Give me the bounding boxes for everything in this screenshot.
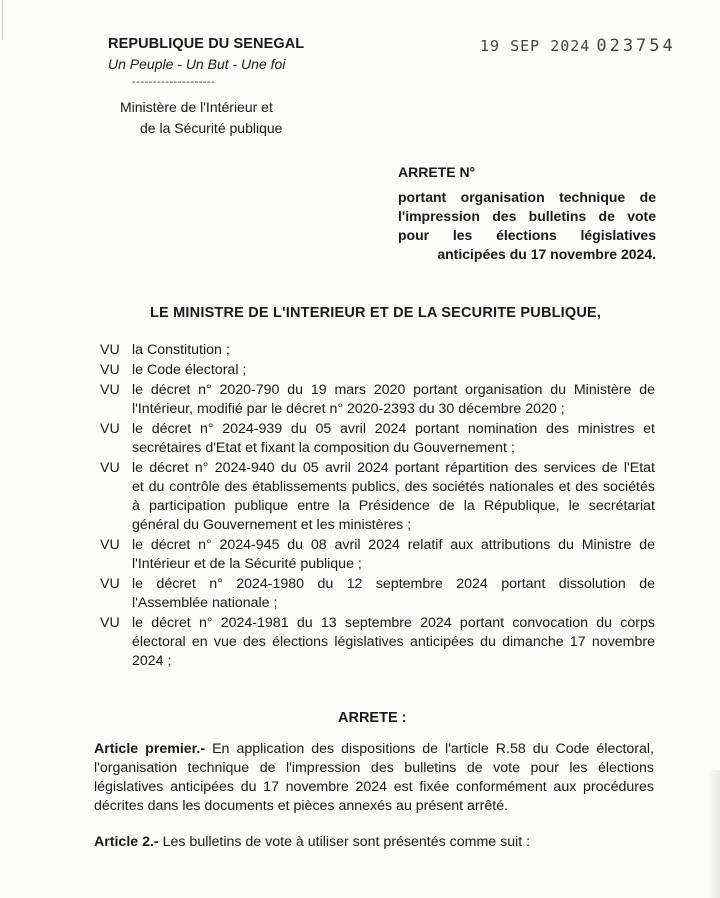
vu-label: VU <box>100 537 120 553</box>
consideration-line: l'Intérieur et de la Sécurité publique ; <box>132 556 362 572</box>
decree-heading: ARRETE N° <box>398 164 476 180</box>
decree-subject-line: anticipées du 17 novembre 2024. <box>437 246 656 262</box>
consideration-line: l'Intérieur, modifié par le décret n° 2020-2393 du 30 décembre 2020 ; <box>132 401 565 417</box>
vu-label: VU <box>100 342 120 358</box>
consideration-line: électoral en vue des élections législatives anticipées du dimanche 17 novembre <box>132 634 655 650</box>
consideration-line: le décret n° 2024-945 du 08 avril 2024 relatif aux attributions du Ministre de <box>132 537 655 553</box>
consideration-item <box>100 381 655 419</box>
article-1-label: Article premier.- <box>94 741 206 757</box>
article-2-label: Article 2.- <box>94 834 159 850</box>
consideration-line: le décret n° 2024-940 du 05 avril 2024 portant répartition des services de l'Etat <box>132 460 655 476</box>
page-edge <box>2 0 3 40</box>
vu-label: VU <box>100 421 120 437</box>
article-1 <box>94 740 654 816</box>
article-2-text: Les bulletins de vote à utiliser sont présentés comme suit : <box>162 834 531 850</box>
vu-label: VU <box>100 382 120 398</box>
ministry-name-line1: Ministère de l'Intérieur et <box>120 99 273 115</box>
consideration-line: le décret n° 2020-790 du 19 mars 2020 portant organisation du Ministère de <box>132 382 655 398</box>
consideration-line: secrétaires d'Etat et fixant la composition du Gouvernement ; <box>132 440 515 456</box>
scan-shadow <box>708 770 720 898</box>
national-motto: Un Peuple - Un But - Une foi <box>108 56 286 72</box>
vu-label: VU <box>100 576 120 592</box>
consideration-item <box>100 459 655 535</box>
ministry-name-line2: de la Sécurité publique <box>140 120 283 136</box>
consideration-line: et du contrôle des établissements publics, des sociétés nationales et des sociétés <box>132 479 655 495</box>
consideration-line: général du Gouvernement et les ministères ; <box>132 517 412 533</box>
consideration-item <box>100 420 655 458</box>
consideration-line: 2024 ; <box>132 653 172 669</box>
article-2 <box>94 834 530 850</box>
consideration-line: l'Assemblée nationale ; <box>132 595 278 611</box>
consideration-item <box>100 361 655 380</box>
arrete-heading: ARRETE : <box>338 710 407 726</box>
country-name: REPUBLIQUE DU SENEGAL <box>108 36 305 52</box>
consideration-line: à participation publique entre la Présidence de la République, le secrétariat <box>132 498 655 514</box>
consideration-line: le décret n° 2024-939 du 05 avril 2024 portant nomination des ministres et <box>132 421 655 437</box>
decree-subject-line: portant organisation technique de <box>398 189 656 205</box>
article-1-first-line <box>94 740 654 759</box>
consideration-line: la Constitution ; <box>132 342 230 358</box>
registration-stamp <box>480 36 676 56</box>
consideration-item <box>100 614 655 671</box>
article-1-line: législatives anticipées du 17 novembre 2024 est fixée conformément aux procédures <box>94 779 654 795</box>
vu-label: VU <box>100 460 120 476</box>
consideration-item <box>100 536 655 574</box>
considerations-list <box>100 341 655 672</box>
decree-subject-line: l'impression des bulletins de vote <box>398 208 656 224</box>
consideration-line: le décret n° 2024-1981 du 13 septembre 2024 portant convocation du corps <box>132 615 655 631</box>
decree-subject <box>398 188 656 264</box>
consideration-line: le Code électoral ; <box>132 362 247 378</box>
consideration-item <box>100 341 655 360</box>
article-1-line: l'organisation technique de l'impression des bulletins de vote pour les élections <box>94 760 654 776</box>
decree-subject-line: pour les élections législatives <box>398 227 656 243</box>
consideration-item <box>100 575 655 613</box>
stamp-number: 023754 <box>596 36 676 56</box>
stamp-date: 19 SEP 2024 <box>480 37 591 55</box>
vu-label: VU <box>100 362 120 378</box>
consideration-line: le décret n° 2024-1980 du 12 septembre 2024 portant dissolution de <box>132 576 655 592</box>
article-1-line: décrites dans les documents et pièces annexés au présent arrêté. <box>94 798 509 814</box>
header-separator: -------------------- <box>132 76 216 88</box>
article-1-line: En application des dispositions de l'article R.58 du Code électoral, <box>212 741 654 757</box>
minister-title: LE MINISTRE DE L'INTERIEUR ET DE LA SECURITE PUBLIQUE, <box>150 305 602 321</box>
vu-label: VU <box>100 615 120 631</box>
